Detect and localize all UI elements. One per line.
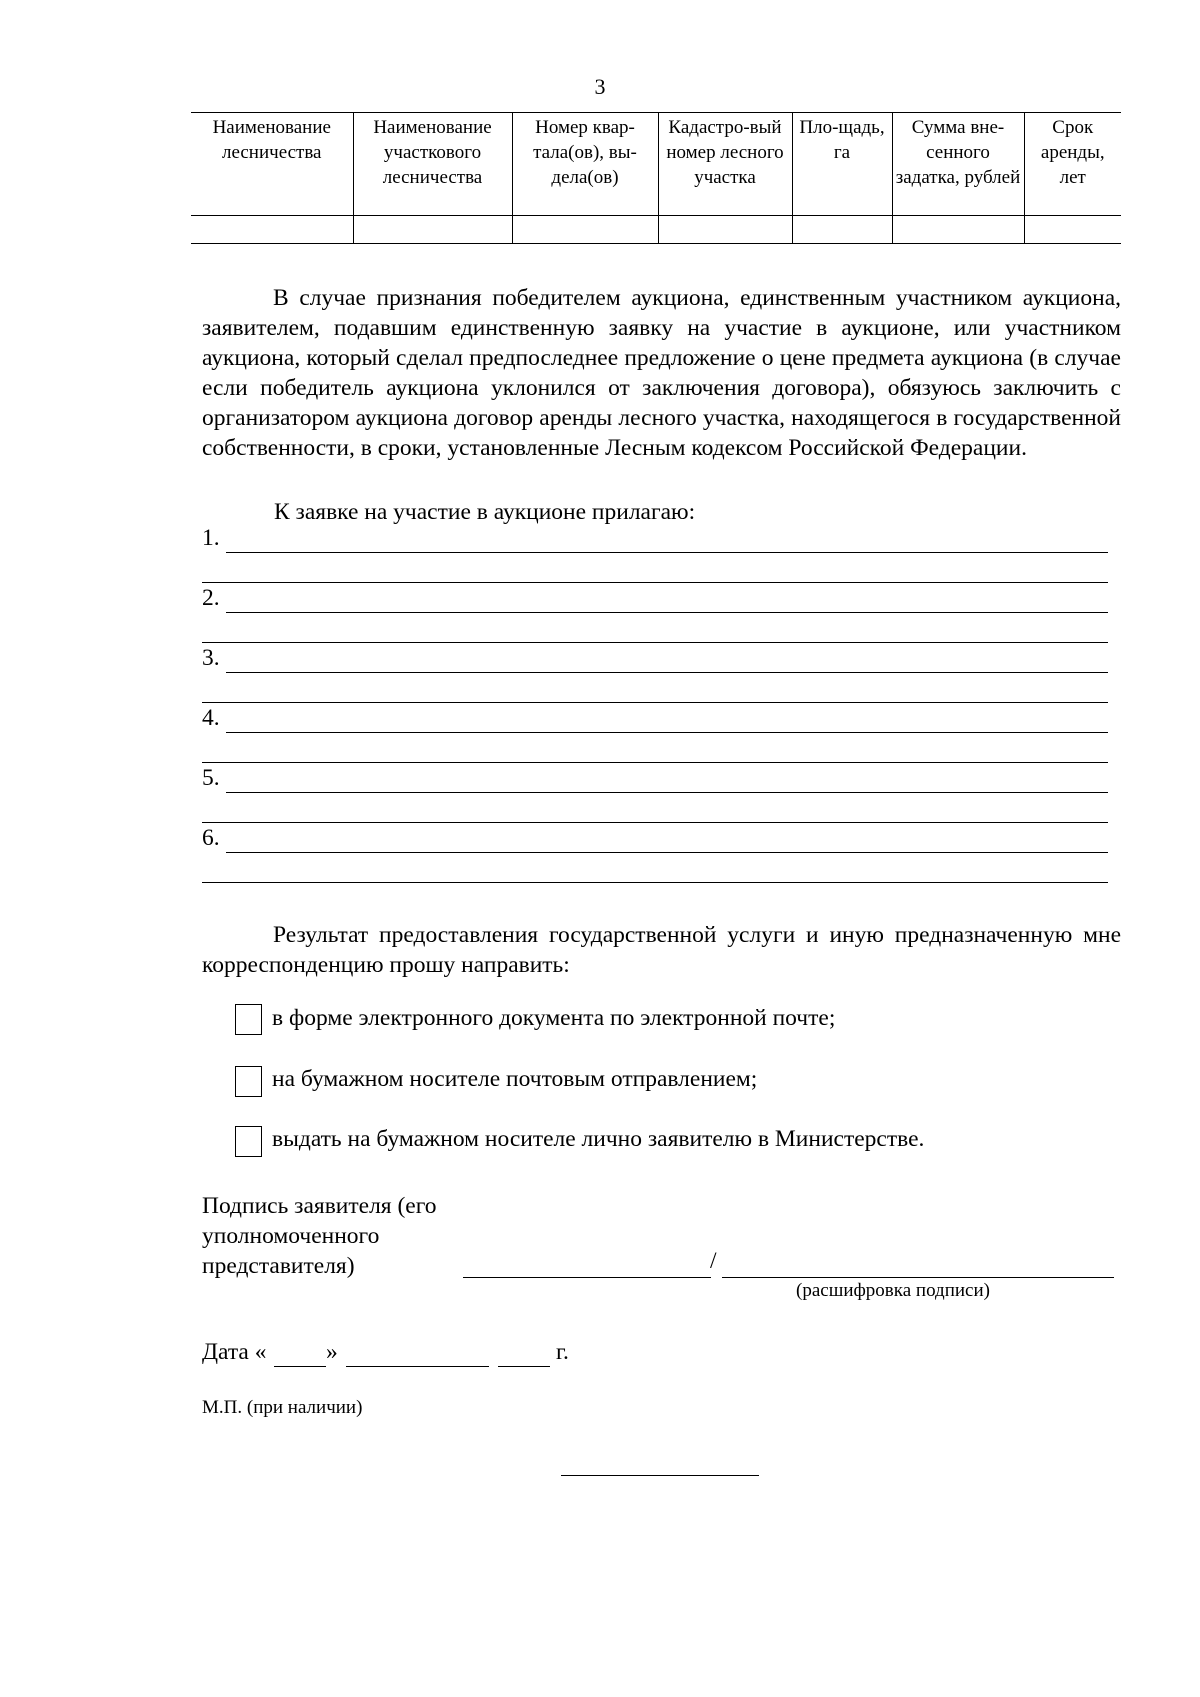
attachment-continuation-line[interactable] xyxy=(202,702,1108,703)
lease-table xyxy=(191,112,1121,244)
post-delivery-label: на бумажном носителе почтовым отправлением; xyxy=(272,1066,758,1092)
table-header-area: Пло-щадь, га xyxy=(792,113,892,216)
signature-separator: / xyxy=(710,1248,717,1274)
stamp-note: М.П. (при наличии) xyxy=(202,1397,363,1418)
end-divider xyxy=(561,1475,759,1476)
attachment-input-line[interactable] xyxy=(226,852,1108,853)
attachment-input-line[interactable] xyxy=(226,612,1108,613)
signature-line[interactable] xyxy=(463,1277,711,1278)
in-person-delivery-label: выдать на бумажном носителе лично заявителю в Министерстве. xyxy=(272,1126,925,1152)
delivery-paragraph: Результат предоставления государственной услуги и иную предназначенную мне корреспонденцию прошу направить: xyxy=(202,922,1121,978)
table-header-quarter-number: Номер квар-тала(ов), вы-дела(ов) xyxy=(512,113,658,216)
attachment-continuation-line[interactable] xyxy=(202,642,1108,643)
table-cell[interactable] xyxy=(892,216,1024,244)
table-cell[interactable] xyxy=(658,216,792,244)
attachment-number: 4. xyxy=(202,705,220,731)
table-header-lease-term: Срок аренды, лет xyxy=(1024,113,1121,216)
in-person-delivery-checkbox[interactable] xyxy=(235,1126,262,1157)
obligation-paragraph: В случае признания победителем аукциона, единственным участником аукциона, заявителем, подавшим единственную заявку на участие в аукционе, или участником аукциона, который сделал предпоследнее предложение о цене предмета аукциона (в случае если победитель аукциона уклонился от заключения договора), обязуюсь заключить с организатором аукциона договор аренды лесного участка, находящегося в государственной собственности, в сроки, установленные Лесным кодексом Российской Федерации. xyxy=(202,285,1121,461)
date-year-field[interactable] xyxy=(498,1366,550,1367)
attachment-number: 6. xyxy=(202,825,220,851)
signature-decoding-caption: (расшифровка подписи) xyxy=(796,1280,990,1301)
table-header-deposit: Сумма вне-сенного задатка, рублей xyxy=(892,113,1024,216)
attachment-number: 3. xyxy=(202,645,220,671)
table-row xyxy=(191,216,1121,244)
attachment-input-line[interactable] xyxy=(226,792,1108,793)
table-cell[interactable] xyxy=(191,216,353,244)
table-header-district-forestry: Наименование участкового лесничества xyxy=(353,113,512,216)
date-close-quote: » xyxy=(326,1339,338,1365)
attachment-input-line[interactable] xyxy=(226,732,1108,733)
attachment-continuation-line[interactable] xyxy=(202,882,1108,883)
signature-label: Подпись заявителя (его уполномоченного представителя) xyxy=(202,1193,437,1279)
email-delivery-label: в форме электронного документа по электронной почте; xyxy=(272,1005,836,1031)
table-cell[interactable] xyxy=(512,216,658,244)
date-label: Дата « xyxy=(202,1339,267,1365)
attachment-number: 5. xyxy=(202,765,220,791)
signature-decoding-line[interactable] xyxy=(722,1277,1114,1278)
attachment-input-line[interactable] xyxy=(226,672,1108,673)
date-year-suffix: г. xyxy=(556,1339,569,1365)
attachments-title: К заявке на участие в аукционе прилагаю: xyxy=(274,499,696,525)
email-delivery-checkbox[interactable] xyxy=(235,1004,262,1035)
attachment-number: 1. xyxy=(202,525,220,551)
attachment-continuation-line[interactable] xyxy=(202,762,1108,763)
table-cell[interactable] xyxy=(353,216,512,244)
table-cell[interactable] xyxy=(792,216,892,244)
attachment-continuation-line[interactable] xyxy=(202,582,1108,583)
date-day-field[interactable] xyxy=(274,1366,326,1367)
attachment-input-line[interactable] xyxy=(226,552,1108,553)
post-delivery-checkbox[interactable] xyxy=(235,1066,262,1097)
table-header-forestry: Наименование лесничества xyxy=(191,113,353,216)
date-month-field[interactable] xyxy=(346,1366,489,1367)
attachment-continuation-line[interactable] xyxy=(202,822,1108,823)
table-cell[interactable] xyxy=(1024,216,1121,244)
table-header-cadastral-number: Кадастро-вый номер лесного участка xyxy=(658,113,792,216)
attachment-number: 2. xyxy=(202,585,220,611)
page-number: 3 xyxy=(594,74,606,99)
